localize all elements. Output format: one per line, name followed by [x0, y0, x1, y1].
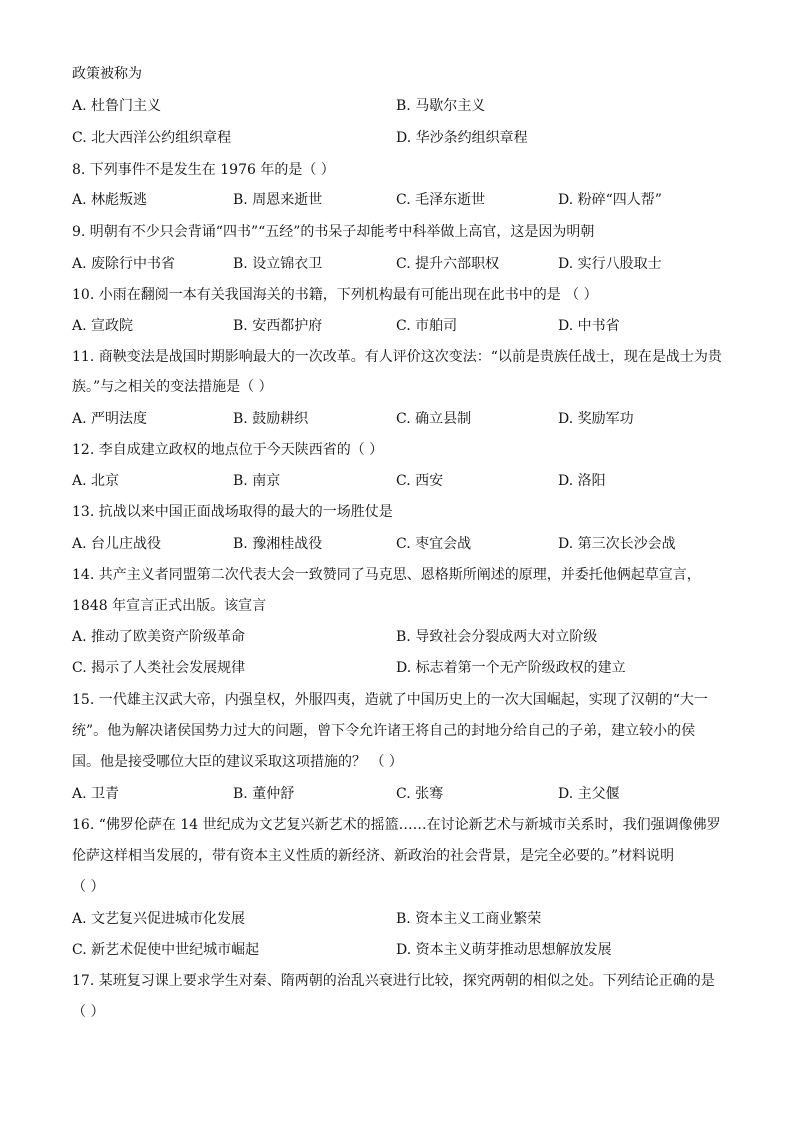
- question-11-option-c: C. 确立县制: [396, 411, 472, 427]
- question-9-option-a: A. 废除行中书省: [72, 256, 176, 272]
- question-15-stem-line-1: 15. 一代雄主汉武大帝，内强皇权，外服四夷，造就了中国历史上的一次大国崛起，实现了汉朝的“大一: [72, 692, 708, 708]
- question-9-stem: 9. 明朝有不少只会背诵“四书”“五经”的书呆子却能考中科举做上高官，这是因为明朝: [72, 224, 595, 240]
- question-7-option-d: D. 华沙条约组织章程: [396, 130, 528, 146]
- question-10-stem: 10. 小雨在翻阅一本有关我国海关的书籍，下列机构最有可能出现在此书中的是 （ ）: [72, 287, 598, 303]
- question-16-option-b: B. 资本主义工商业繁荣: [396, 911, 542, 927]
- question-15-option-c: C. 张骞: [396, 786, 444, 802]
- question-13-option-c: C. 枣宜会战: [396, 536, 472, 552]
- question-12-option-d: D. 洛阳: [558, 473, 606, 489]
- question-13-option-d: D. 第三次长沙会战: [558, 536, 676, 552]
- question-12-option-b: B. 南京: [233, 473, 281, 489]
- question-9-option-c: C. 提升六部职权: [396, 256, 500, 272]
- question-16-stem-line-1: 16. “佛罗伦萨在 14 世纪成为文艺复兴新艺术的摇篮……在讨论新艺术与新城市关系时，我们强调像佛罗: [72, 817, 721, 833]
- question-15-stem-line-3: 国。他是接受哪位大臣的建议采取这项措施的？ （ ）: [72, 754, 403, 770]
- question-13-option-a: A. 台儿庄战役: [72, 536, 162, 552]
- question-8-option-d: D. 粉碎“四人帮”: [558, 192, 662, 208]
- question-14-option-d: D. 标志着第一个无产阶级政权的建立: [396, 660, 626, 676]
- question-7-option-a: A. 杜鲁门主义: [72, 98, 162, 114]
- question-12-stem: 12. 李自成建立政权的地点位于今天陕西省的（ ）: [72, 442, 384, 458]
- question-11-option-a: A. 严明法度: [72, 411, 148, 427]
- question-9-option-b: B. 设立锦衣卫: [233, 256, 323, 272]
- question-9-option-d: D. 实行八股取士: [558, 256, 662, 272]
- question-8-option-b: B. 周恩来逝世: [233, 192, 323, 208]
- question-7-option-c: C. 北大西洋公约组织章程: [72, 130, 232, 146]
- question-11-option-b: B. 鼓励耕织: [233, 411, 309, 427]
- question-8-option-c: C. 毛泽东逝世: [396, 192, 486, 208]
- question-11-stem-line-1: 11. 商鞅变法是战国时期影响最大的一次改革。有人评价这次变法：“以前是贵族任战士，现在是战士为贵: [72, 349, 722, 365]
- question-16-option-a: A. 文艺复兴促进城市化发展: [72, 911, 246, 927]
- question-14-stem-line-1: 14. 共产主义者同盟第二次代表大会一致赞同了马克思、恩格斯所阐述的原理，并委托他俩起草宣言，: [72, 567, 701, 583]
- question-14-option-b: B. 导致社会分裂成两大对立阶级: [396, 629, 598, 645]
- question-16-option-c: C. 新艺术促使中世纪城市崛起: [72, 942, 260, 958]
- question-11-option-d: D. 奖励军功: [558, 411, 634, 427]
- question-15-option-d: D. 主父偃: [558, 786, 620, 802]
- question-15-option-b: B. 董仲舒: [233, 786, 295, 802]
- question-7-option-b: B. 马歇尔主义: [396, 98, 486, 114]
- question-11-stem-line-2: 族。”与之相关的变法措施是（ ）: [72, 379, 273, 395]
- question-17-stem-line-1: 17. 某班复习课上要求学生对秦、隋两朝的治乱兴衰进行比较，探究两朝的相似之处。下列结论正确的是: [72, 973, 715, 989]
- question-7-stem-continued: 政策被称为: [72, 66, 142, 82]
- question-8-option-a: A. 林彪叛逃: [72, 192, 148, 208]
- question-16-option-d: D. 资本主义萌芽推动思想解放发展: [396, 942, 612, 958]
- question-14-stem-line-2: 1848 年宣言正式出版。该宣言: [72, 598, 267, 614]
- question-10-option-c: C. 市舶司: [396, 318, 458, 334]
- question-12-option-c: C. 西安: [396, 473, 444, 489]
- question-17-stem-line-2: （ ）: [72, 1004, 105, 1020]
- question-13-stem: 13. 抗战以来中国正面战场取得的最大的一场胜仗是: [72, 504, 393, 520]
- question-15-stem-line-2: 统”。他为解决诸侯国势力过大的问题，曾下令允许诸王将自己的封地分给自己的子弟，建立较小的侯: [72, 723, 696, 739]
- question-13-option-b: B. 豫湘桂战役: [233, 536, 323, 552]
- question-16-stem-line-3: （ ）: [72, 879, 105, 895]
- question-14-option-a: A. 推动了欧美资产阶级革命: [72, 629, 246, 645]
- question-10-option-d: D. 中书省: [558, 318, 620, 334]
- question-8-stem: 8. 下列事件不是发生在 1976 年的是（ ）: [72, 162, 335, 178]
- question-10-option-a: A. 宣政院: [72, 318, 134, 334]
- question-15-option-a: A. 卫青: [72, 786, 120, 802]
- question-14-option-c: C. 揭示了人类社会发展规律: [72, 660, 246, 676]
- question-16-stem-line-2: 伦萨这样相当发展的，带有资本主义性质的新经济、新政治的社会背景，是完全必要的。”材料说明: [72, 848, 675, 864]
- question-12-option-a: A. 北京: [72, 473, 120, 489]
- question-10-option-b: B. 安西都护府: [233, 318, 323, 334]
